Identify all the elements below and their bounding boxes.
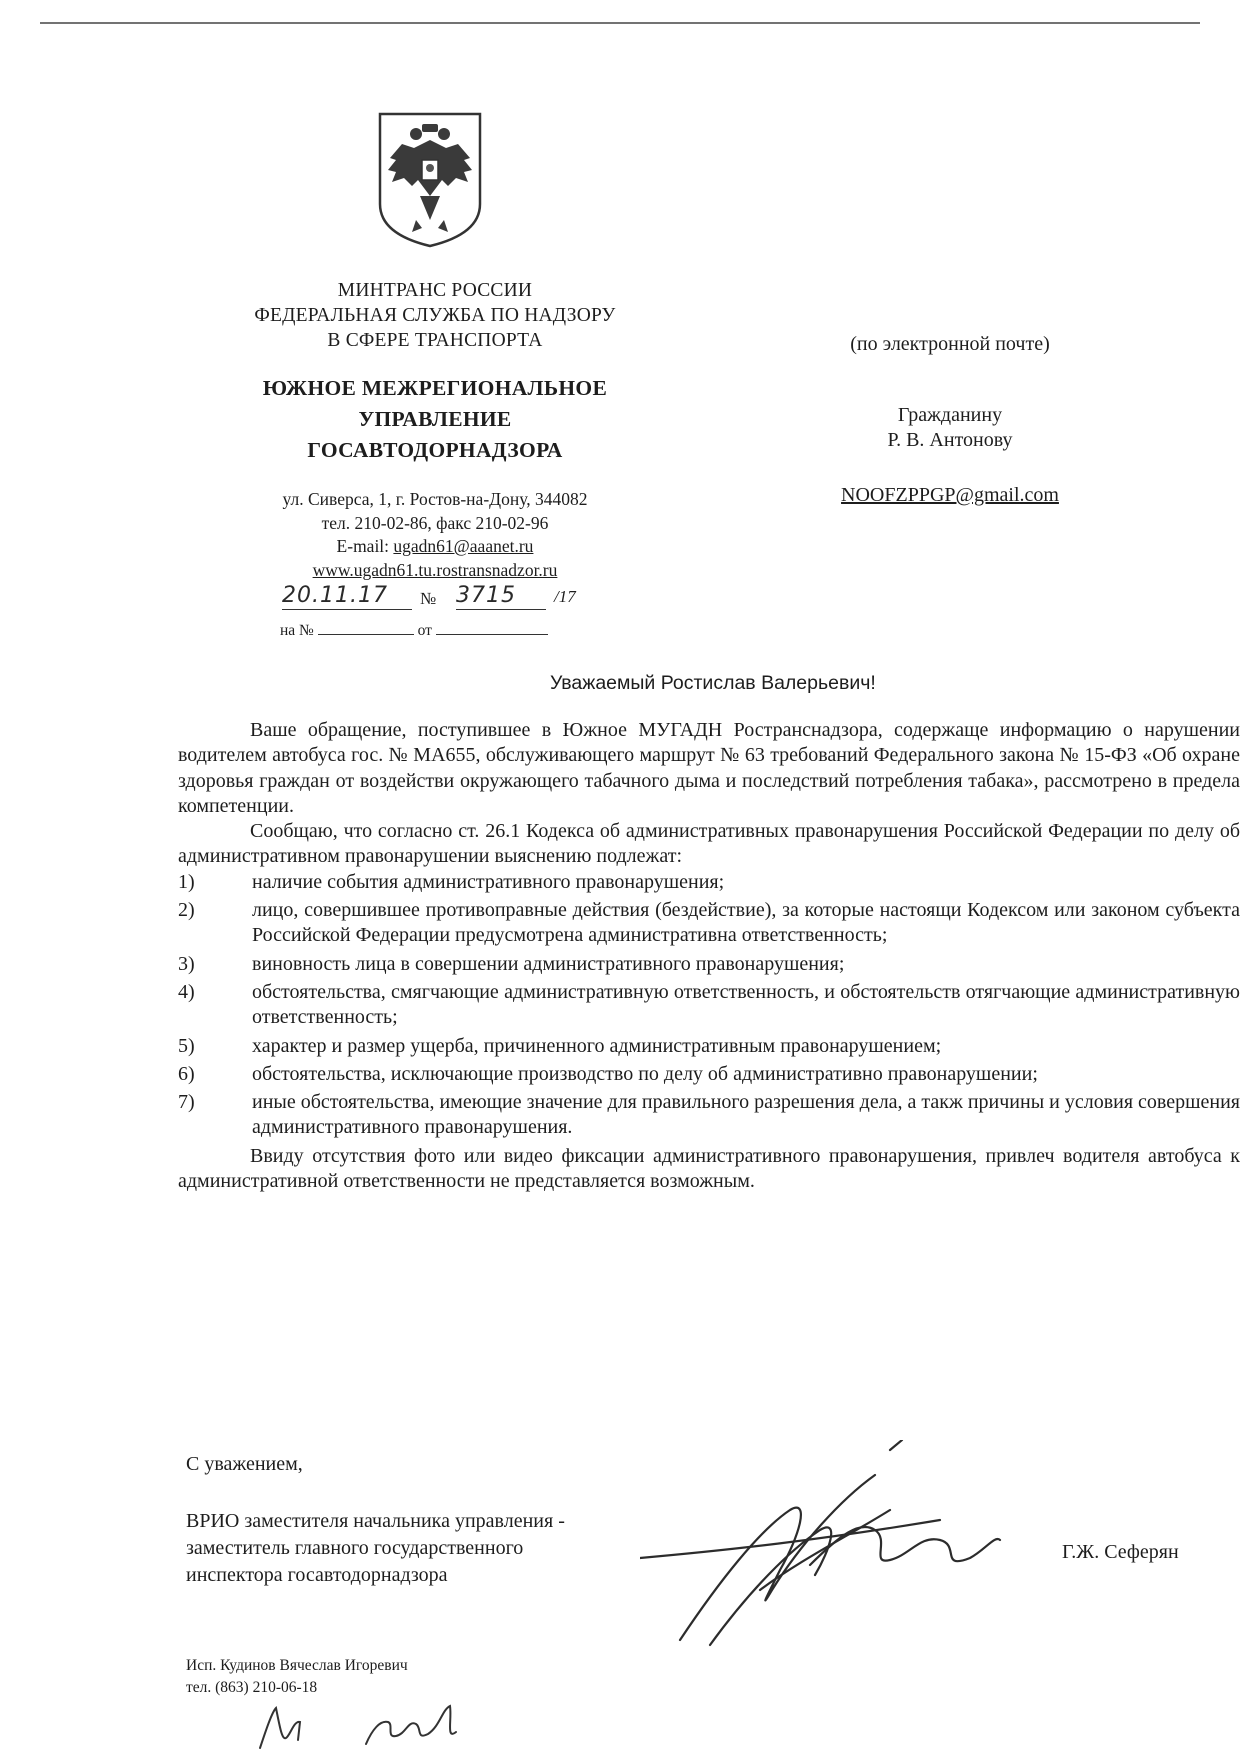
letter-body [178,718,1240,1194]
list-item: 1) наличие события административного правонарушения; [178,870,725,893]
registration-suffix: /17 [554,587,576,606]
executor-name: Исп. Кудинов Вячеслав Игоревич [186,1657,408,1674]
list-item: 2) лицо, совершившее противоправные действия (бездействие), за которые настоящи Кодексом или законом субъекта Российской Федерации предусмотрена административна ответственность; [178,899,1240,947]
paragraph-3: Ввиду отсутствия фото или видео фиксации административного правонарушения, привлеч водителя автобуса к административной ответственности не представляется возможным. [178,1144,1240,1193]
list-item: 5) характер и размер ущерба, причиненного административным правонарушением; [178,1034,942,1057]
sender-website-link[interactable]: www.ugadn61.tu.rostransnadzor.ru [312,559,558,580]
recipient-email-link[interactable]: NOOFZPPGP@gmail.com [841,484,1059,506]
closing: С уважением, [186,1453,303,1475]
reference-line: на № от [280,620,610,640]
delivery-method: (по электронной почте) [850,333,1050,355]
registration-number-label: № [420,589,437,608]
sender-contacts [190,488,680,582]
scan-edge-line [40,22,1200,24]
registration-date: 20.11.17 [282,583,412,610]
reference-number-blank [318,620,414,635]
ministry-name: МИНТРАНС РОССИИ ФЕДЕРАЛЬНАЯ СЛУЖБА ПО НАДЗОРУ В СФЕРЕ ТРАНСПОРТА [254,280,616,351]
recipient-title: Гражданину [897,404,1003,426]
sender-phone: тел. 210-02-86, факс 210-02-96 [321,512,549,533]
department-name: ЮЖНОЕ МЕЖРЕГИОНАЛЬНОЕ УПРАВЛЕНИЕ ГОСАВТОДОРНАДЗОРА [262,376,608,462]
handwritten-signature [640,1440,1040,1650]
coat-of-arms-emblem [374,108,486,250]
list-item: 6) обстоятельства, исключающие производство по делу об административно правонарушении; [178,1062,1038,1085]
registration-number: 3715 [456,583,546,610]
list-item: 4) обстоятельства, смягчающие административную ответственность, и обстоятельств отягчающие административную ответственность; [178,980,1240,1029]
sender-email-link[interactable]: ugadn61@aaanet.ru [393,536,534,556]
signatory-name: Г.Ж. Сеферян [1062,1541,1179,1563]
sender-address: ул. Сиверса, 1, г. Ростов-на-Дону, 344082 [282,489,588,509]
sender-email-line: E-mail: ugadn61@aaanet.ru [336,536,534,556]
executor-info [186,1655,408,1699]
recipient-block [790,332,1110,508]
executor-phone: тел. (863) 210-06-18 [186,1679,318,1696]
signatory-position: ВРИО заместителя начальника управления - заместитель главного государственного инспектора госавтодорнадзора [186,1510,565,1586]
sender-header [190,278,680,582]
salutation: Уважаемый Ростислав Валерьевич! [550,672,876,694]
list-item: 7) иные обстоятельства, имеющие значение для правильного разрешения дела, а такж причины и условия совершения административного правонарушения. [178,1091,1240,1139]
reference-date-blank [436,620,548,635]
circumstances-list [178,870,1240,1141]
recipient-name: Р. В. Антонову [887,429,1013,451]
registration-line [280,583,610,615]
paragraph-2: Сообщаю, что согласно ст. 26.1 Кодекса об административных правонарушения Российской Федерации по делу об административном правонарушении выяснению подлежат: [178,820,1240,868]
list-item: 3) виновность лица в совершении административного правонарушения; [178,952,845,975]
handwritten-initials [256,1700,476,1750]
paragraph-1: Ваше обращение, поступившее в Южное МУГАДН Ространснадзора, содержаще информацию о нарушении водителем автобуса гос. № МА655, обслуживающего маршрут № 63 требований Федерального закона № 15-ФЗ «Об охране здоровья граждан от воздействи окружающего табачного дыма и последствий потребления табака», рассмотрено в предела компетенции. [178,719,1240,817]
